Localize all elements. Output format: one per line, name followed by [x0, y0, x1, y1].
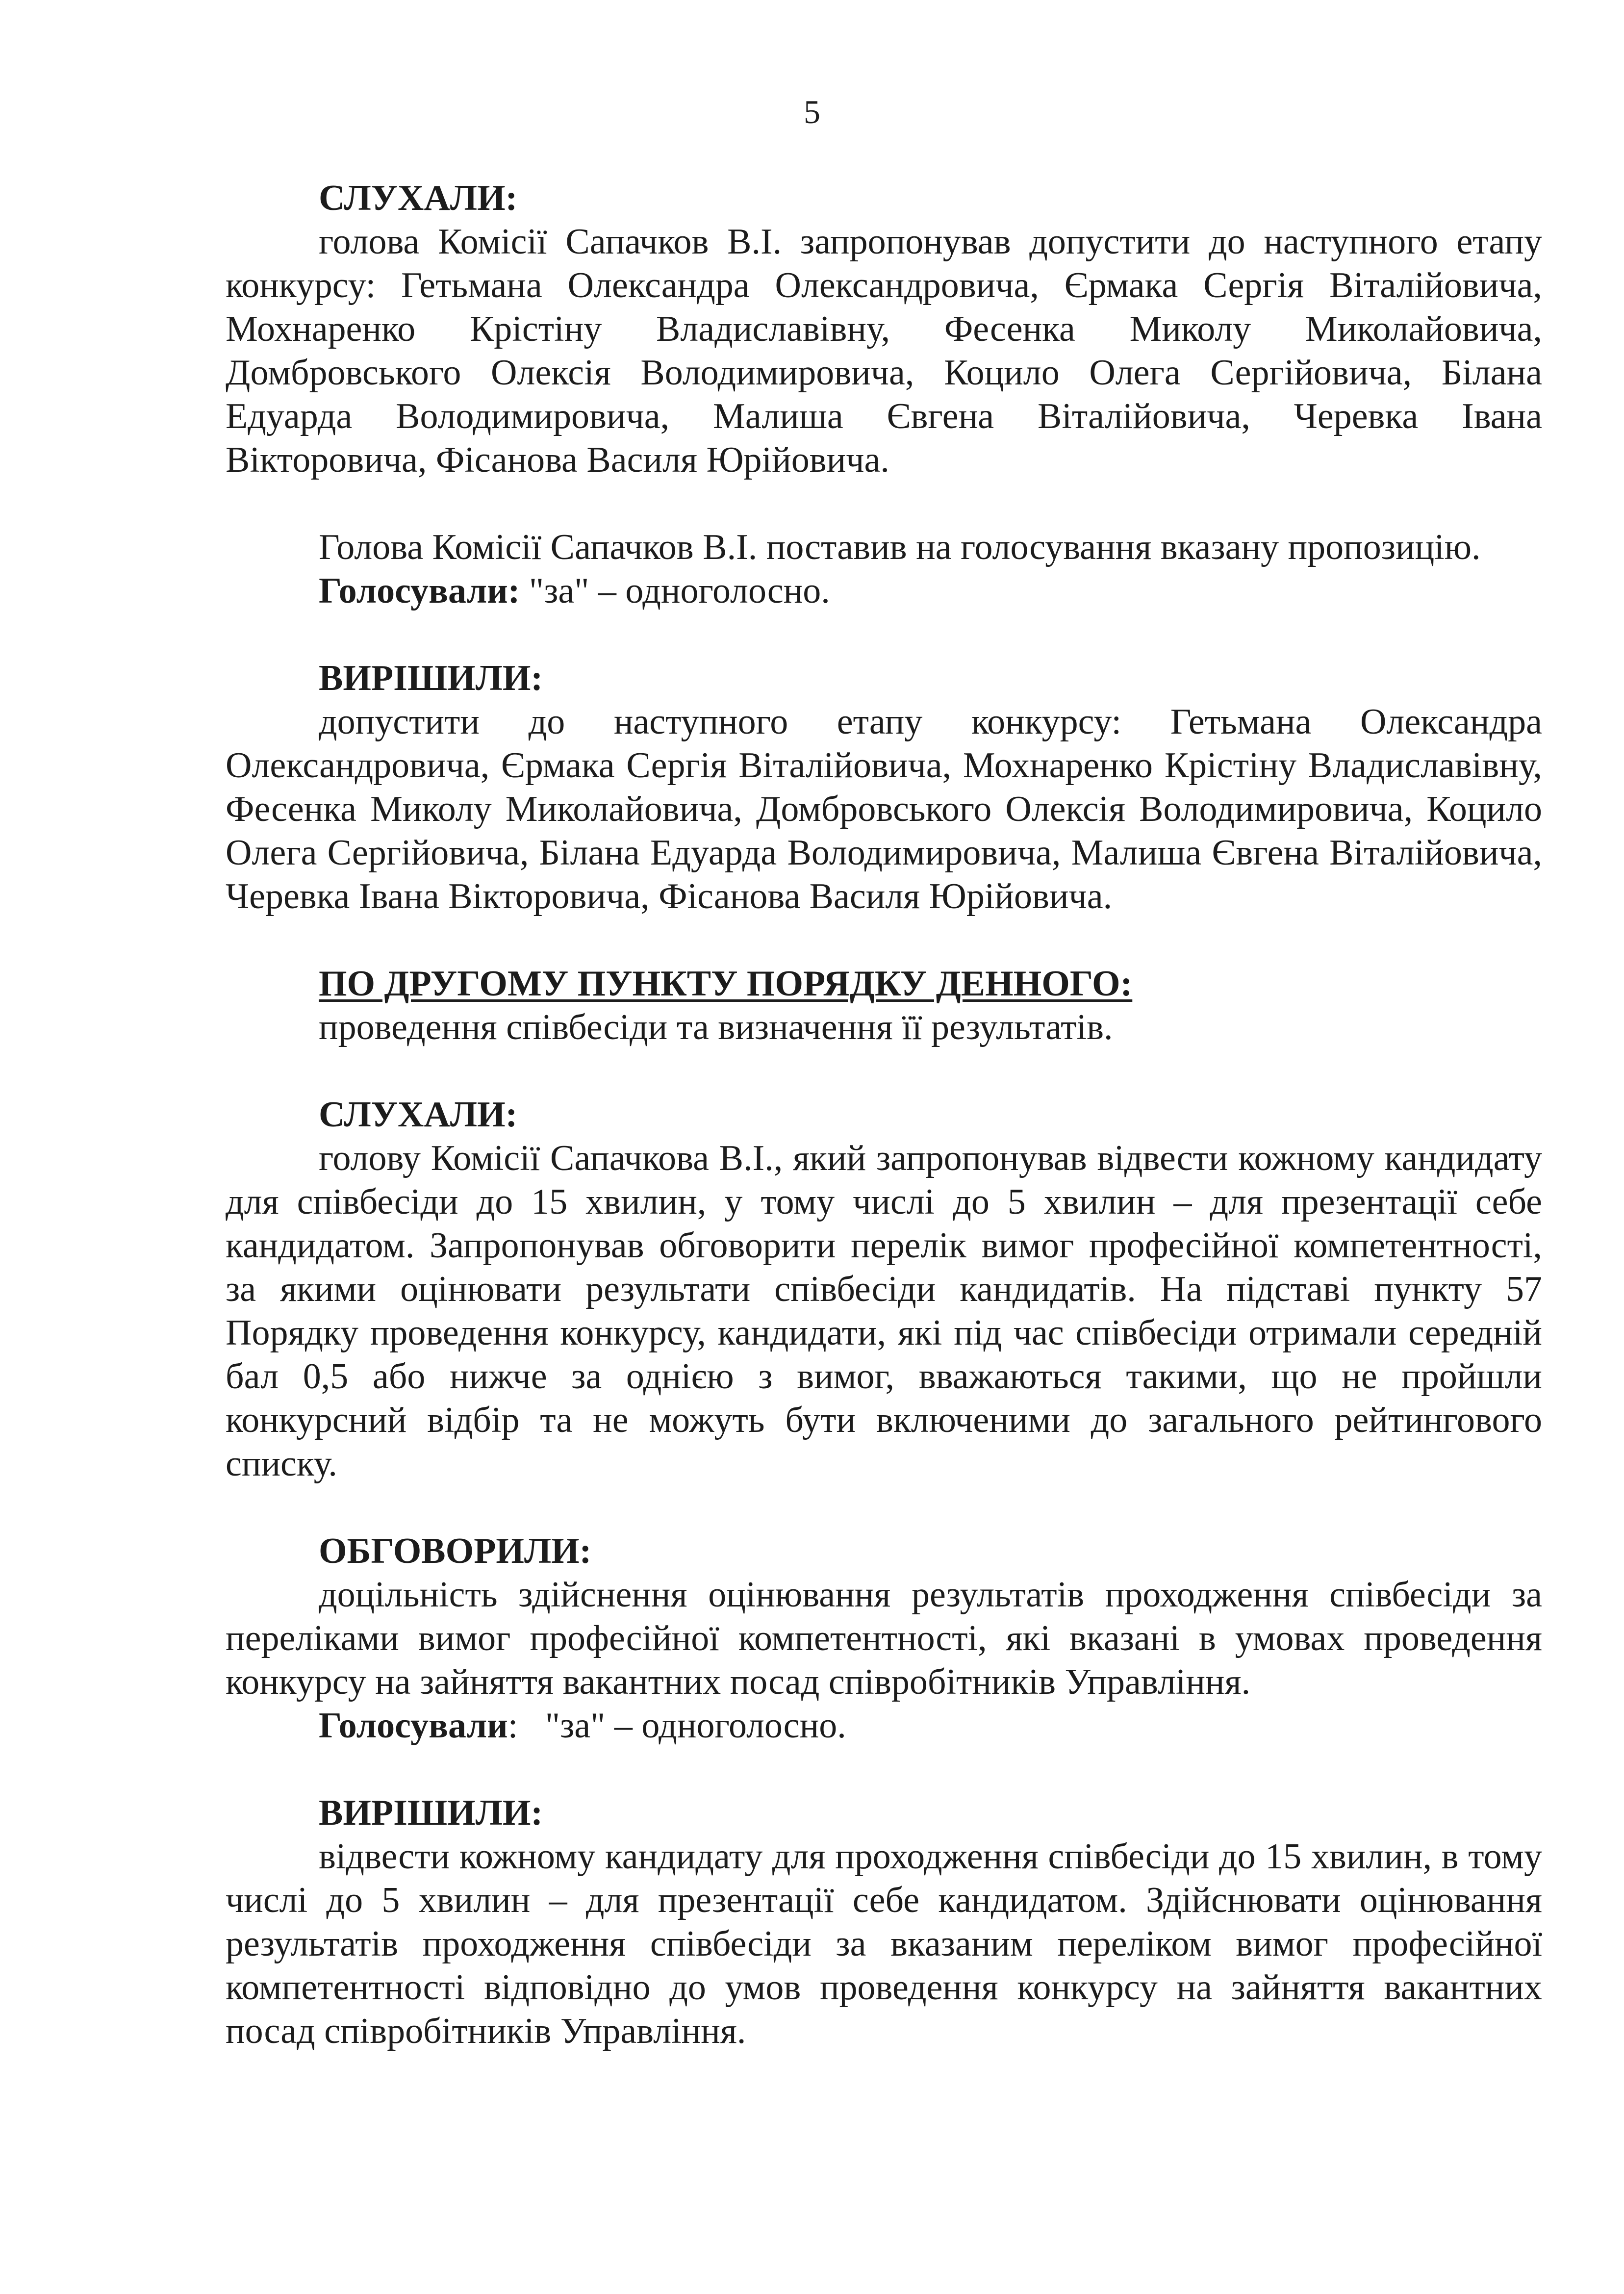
vote-colon-2: : [508, 1706, 518, 1746]
decided-text-2: відвести кожному кандидату для проходження співбесіди до 15 хвилин, в тому числі до 5 хвилин – для презентації себе кандидатом. Здійснювати оцінювання результатів проходження співбесіди за вказаним переліком вимог професійної компетентності відповідно до умов проведення конкурсу на зайняття вакантних посад співробітників Управління. [226, 1836, 1542, 2051]
spacer [226, 918, 1542, 962]
spacer [226, 482, 1542, 526]
agenda-heading-2: ПО ДРУГОМУ ПУНКТУ ПОРЯДКУ ДЕННОГО: [319, 964, 1133, 1004]
heard-heading-1: СЛУХАЛИ: [319, 178, 518, 218]
spacer [226, 1486, 1542, 1529]
vote-put-text-1: Голова Комісії Сапачков В.І. поставив на голосування вказану пропозицію. [319, 527, 1481, 567]
heard-heading-2: СЛУХАЛИ: [319, 1095, 518, 1135]
vote-result-2 [319, 1704, 1542, 1748]
heard-section-1 [226, 177, 1542, 482]
agenda-section-2 [226, 962, 1542, 1049]
spacer [226, 1748, 1542, 1791]
vote-section-1 [226, 526, 1542, 613]
decided-section-2 [226, 1791, 1542, 2053]
spacer [226, 1049, 1542, 1093]
vote-result-1 [319, 569, 1542, 613]
vote-value-1: "за" – одноголосно. [529, 571, 830, 611]
heard-text-2: голову Комісії Сапачкова В.І., який запропонував відвести кожному кандидату для співбесіди до 15 хвилин, у тому числі до 5 хвилин – для презентації себе кандидатом. Запропонував обговорити перелік вимог професійної компетентності, за якими оцінювати результати співбесіди кандидатів. На підставі пункту 57 Порядку проведення конкурсу, кандидати, які під час співбесіди отримали середній бал 0,5 або нижче за однією з вимог, вважаються такими, що не пройшли конкурсний відбір та не можуть бути включеними до загального рейтингового списку. [226, 1138, 1542, 1484]
spacer [226, 613, 1542, 657]
decided-heading-2: ВИРІШИЛИ: [319, 1793, 543, 1833]
vote-value-2: "за" – одноголосно. [545, 1706, 846, 1746]
decided-heading-1: ВИРІШИЛИ: [319, 658, 543, 698]
page-number: 5 [804, 93, 820, 130]
discussed-section-2 [226, 1529, 1542, 1748]
discussed-text-2: доцільність здійснення оцінювання результатів проходження співбесіди за переліками вимог професійної компетентності, які вказані в умовах проведення конкурсу на зайняття вакантних посад співробітників Управління. [226, 1575, 1542, 1702]
heard-section-2 [226, 1093, 1542, 1486]
vote-label-1: Голосували: [319, 571, 520, 611]
discussed-heading-2: ОБГОВОРИЛИ: [319, 1531, 592, 1571]
document-body [226, 177, 1542, 2053]
decided-text-1: допустити до наступного етапу конкурсу: Гетьмана Олександра Олександровича, Єрмака Сергія Віталійовича, Мохнаренко Крістіну Владиславівну, Фесенка Миколу Миколайовича, Домбровського Олексія Володимировича, Коцило Олега Сергійовича, Білана Едуарда Володимировича, Малиша Євгена Віталійовича, Черевка Івана Вікторовича, Фісанова Василя Юрійовича. [226, 702, 1542, 917]
agenda-text-2: проведення співбесіди та визначення її результатів. [319, 1007, 1113, 1047]
heard-text-1: голова Комісії Сапачков В.І. запропонував допустити до наступного етапу конкурсу: Гетьмана Олександра Олександровича, Єрмака Сергія Віталійовича, Мохнаренко Крістіну Владиславівну, Фесенка Миколу Миколайовича, Домбровського Олексія Володимировича, Коцило Олега Сергійовича, Білана Едуарда Володимировича, Малиша Євгена Віталійовича, Черевка Івана Вікторовича, Фісанова Василя Юрійовича. [226, 222, 1542, 480]
vote-label-2: Голосували [319, 1706, 508, 1746]
decided-section-1 [226, 657, 1542, 918]
